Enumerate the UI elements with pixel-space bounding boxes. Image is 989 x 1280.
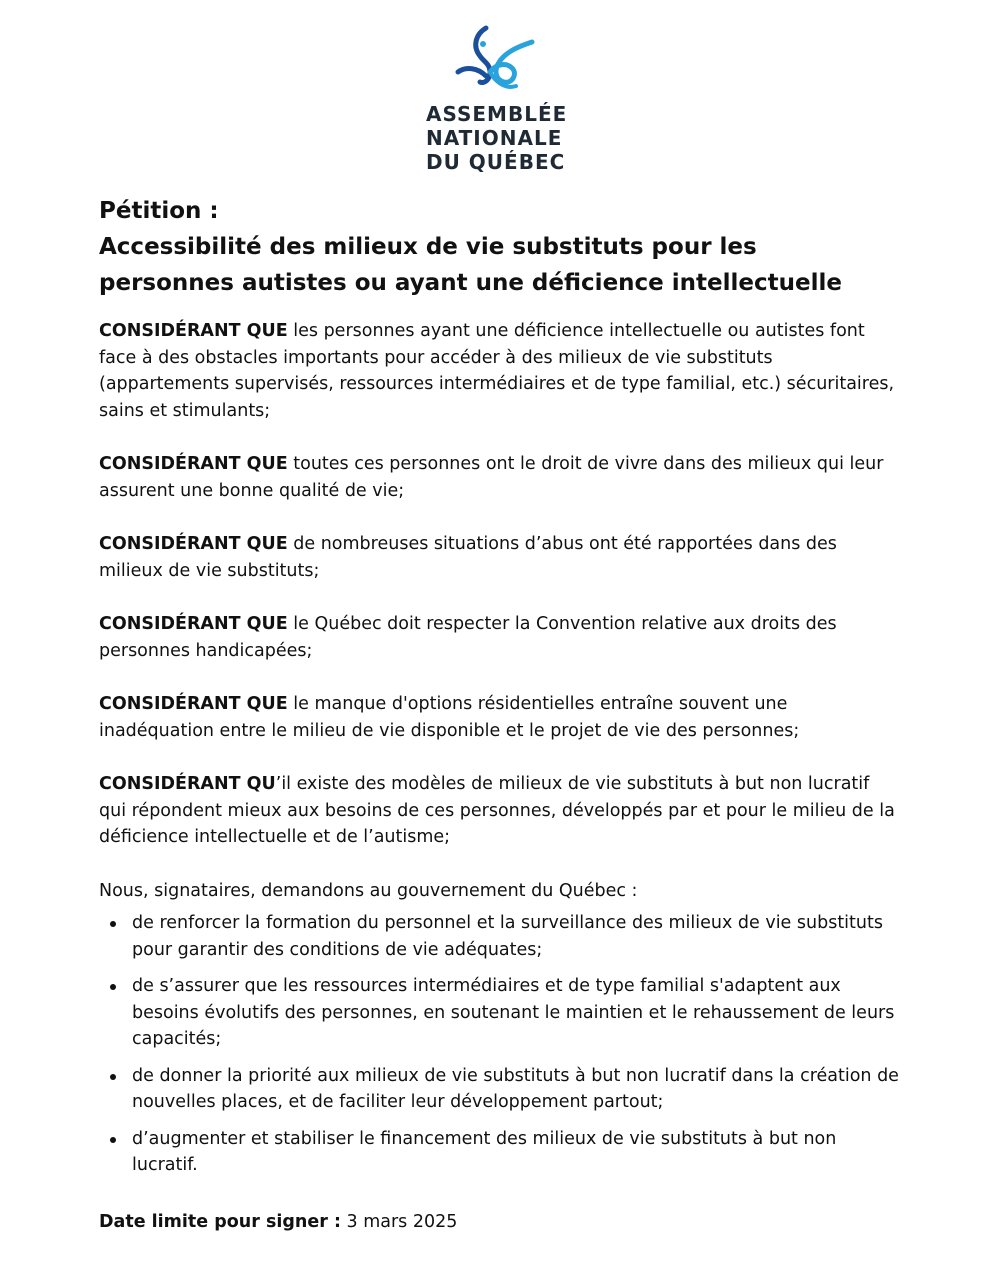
considerant-text: les personnes ayant une déficience intellectuelle ou autistes font face à des obstacles importants pour accéder à des milieux de vie substituts (appartements supervisés, ressources intermédiaires et de type familial, etc.) sécuritaires, sains et stimulants; — [99, 321, 895, 421]
deadline — [99, 1209, 899, 1236]
considerant-text: toutes ces personnes ont le droit de vivre dans des milieux qui leur assurent une bonne qualité de vie; — [99, 454, 884, 501]
list-item — [99, 1126, 899, 1179]
logo-wordmark — [420, 102, 570, 174]
demand-text: de donner la priorité aux milieux de vie substituts à but non lucratif dans la création de nouvelles places, et de faciliter leur développement partout; — [132, 1065, 899, 1112]
fleur-de-lys-icon — [450, 24, 540, 94]
considerant-lead: CONSIDÉRANT QUE — [99, 614, 288, 634]
considerant-6 — [99, 771, 899, 851]
considerant-4 — [99, 611, 899, 664]
bullet-icon — [110, 1137, 116, 1143]
demands-list — [99, 910, 899, 1179]
demand-text: de s’assurer que les ressources intermédiaires et de type familial s'adaptent aux besoins évolutifs des personnes, en soutenant le maintien et le rehaussement de leurs capacités; — [132, 976, 895, 1049]
deadline-label: Date limite pour signer : — [99, 1211, 341, 1232]
logo-line-2: NATIONALE — [426, 126, 563, 150]
considerant-text: le Québec doit respecter la Convention relative aux droits des personnes handicapées; — [99, 614, 837, 661]
logo-line-3: DU QUÉBEC — [426, 150, 566, 174]
demand-intro: Nous, signataires, demandons au gouvernement du Québec : — [99, 880, 638, 901]
list-item — [99, 1063, 899, 1116]
deadline-value: 3 mars 2025 — [340, 1211, 458, 1232]
demand-text: d’augmenter et stabiliser le financement des milieux de vie substituts à but non lucratif. — [132, 1128, 837, 1175]
considerant-lead: CONSIDÉRANT QUE — [99, 454, 288, 474]
list-item — [99, 910, 899, 963]
considerant-2 — [99, 451, 899, 504]
considerant-text: ’il existe des modèles de milieux de vie substituts à but non lucratif qui répondent mieux aux besoins de ces personnes, développés par et pour le milieu de la déficience intellectuelle et de l’autisme; — [99, 774, 895, 847]
considerant-3 — [99, 531, 899, 584]
bullet-icon — [110, 921, 116, 927]
title-line-3: personnes autistes ou ayant une déficience intellectuelle — [99, 270, 842, 296]
considerant-lead: CONSIDÉRANT QU — [99, 774, 276, 794]
logo-line-1: ASSEMBLÉE — [426, 102, 568, 126]
petition-content — [99, 193, 899, 1235]
considerants-section — [99, 318, 899, 851]
title-line-1: Pétition : — [99, 198, 219, 224]
considerant-5 — [99, 691, 899, 744]
bullet-icon — [110, 1074, 116, 1080]
bullet-icon — [110, 984, 116, 990]
assemblee-nationale-logo — [420, 24, 570, 174]
considerant-lead: CONSIDÉRANT QUE — [99, 321, 288, 341]
considerant-lead: CONSIDÉRANT QUE — [99, 534, 288, 554]
petition-title — [99, 193, 899, 301]
demand-text: de renforcer la formation du personnel et la surveillance des milieux de vie substituts pour garantir des conditions de vie adéquates; — [132, 913, 883, 960]
considerant-1 — [99, 318, 899, 424]
considerant-text: le manque d'options résidentielles entraîne souvent une inadéquation entre le milieu de vie disponible et le projet de vie des personnes; — [99, 694, 800, 741]
title-line-2: Accessibilité des milieux de vie substituts pour les — [99, 234, 757, 260]
considerant-lead: CONSIDÉRANT QUE — [99, 694, 288, 714]
list-item — [99, 973, 899, 1053]
considerant-text: de nombreuses situations d’abus ont été rapportées dans des milieux de vie substituts; — [99, 534, 837, 581]
